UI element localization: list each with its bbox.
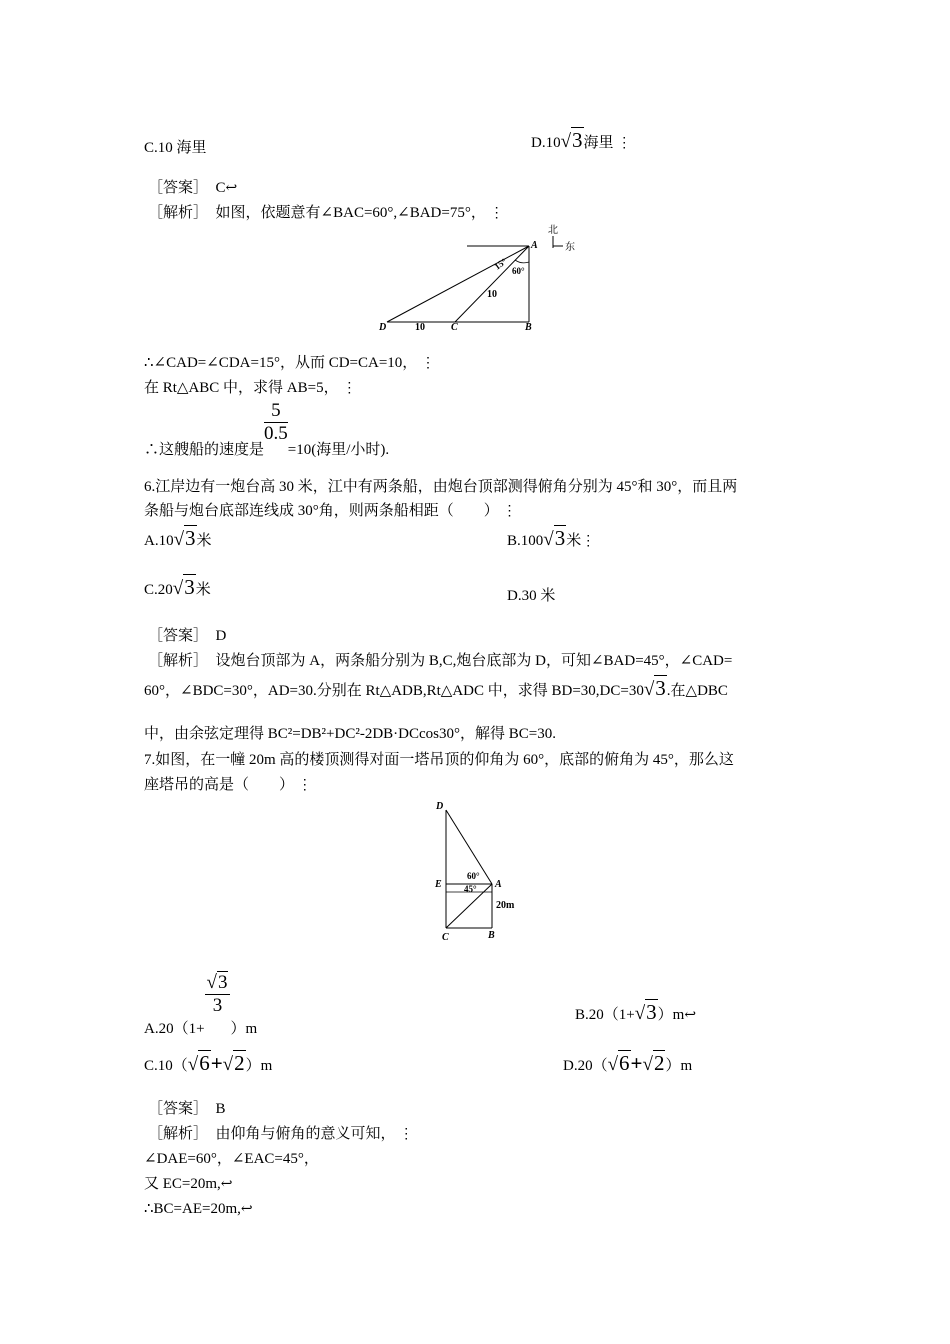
q7-stem-line1: 7.如图，在一幢 20m 高的楼顶测得对面一塔吊顶的仰角为 60°，底部的俯角为 45°，那么这: [144, 752, 734, 768]
q6-option-d: D.30 米: [507, 588, 556, 604]
q7-option-a: A.20（1+ $\frac{√3}{3}$ ）m: [144, 972, 258, 1037]
q6-analysis-line3: 中，由余弦定理得 BC²=DB²+DC²-2DB·DCcos30°，解得 BC=30.: [144, 726, 556, 742]
q7-option-b: B.20（1+√3）m↩: [575, 1000, 697, 1024]
fig-point-c: C: [451, 322, 458, 333]
fig-angle-60: 60°: [467, 871, 480, 881]
q5-figure: [375, 222, 590, 337]
q6-option-a: A.10√3米: [144, 526, 212, 550]
q6-stem-line1: 6.江岸边有一炮台高 30 米，江中有两条船，由炮台顶部测得俯角分别为 45°和 30°，而且两: [144, 479, 738, 495]
fig-point-e: E: [435, 879, 442, 890]
q7-analysis-line3: 又 EC=20m,↩: [144, 1176, 233, 1192]
q6-answer-line: ［答案］ D: [148, 628, 227, 644]
q5-speed-line: ∴这艘船的速度是 $\frac{5}{0.5}$ =10(海里/小时).: [144, 400, 390, 458]
fig-east-label: 东: [565, 242, 575, 253]
fig-angle-15: 15°: [492, 256, 509, 272]
q5-option-d: D.10√3海里 ⋮: [531, 128, 632, 152]
q5-option-c: C.10 海里: [144, 140, 207, 156]
q7-analysis-line1: ［解析］ 由仰角与俯角的意义可知， ⋮: [148, 1126, 414, 1142]
fig-point-c: C: [442, 932, 449, 943]
fig-point-a: A: [495, 879, 502, 890]
q6-stem-line2: 条船与炮台底部连线成 30°角，则两条船相距（ ） ⋮: [144, 503, 517, 519]
q6-option-c: C.20√3米: [144, 575, 211, 599]
q6-analysis-line1: ［解析］ 设炮台顶部为 A，两条船分别为 B,C,炮台底部为 D，可知∠BAD=45°，∠CAD=: [148, 653, 733, 669]
fig-point-b: B: [525, 322, 532, 333]
fig-angle-60: 60°: [512, 266, 525, 276]
fig-point-d: D: [379, 322, 387, 333]
q6-option-b: B.100√3米⋮: [507, 526, 596, 550]
q5-line-3: 在 Rt△ABC 中，求得 AB=5， ⋮: [144, 380, 357, 396]
fig-point-a: A: [531, 240, 538, 251]
fig-north-label: 北: [548, 225, 558, 236]
q5-analysis-line: ［解析］ 如图，依题意有∠BAC=60°,∠BAD=75°， ⋮: [148, 205, 504, 221]
q5-answer-line: ［答案］ C↩: [148, 180, 238, 196]
q7-stem-line2: 座塔吊的高是（ ） ⋮: [144, 777, 312, 793]
q6-analysis-line2: 60°，∠BDC=30°，AD=30.分别在 Rt△ADB,Rt△ADC 中，求得 BD=30,DC=30√3.在△DBC: [144, 676, 728, 700]
q7-answer-line: ［答案］ B: [148, 1101, 226, 1117]
fig-point-d: D: [436, 801, 444, 812]
fig-point-b: B: [488, 930, 495, 941]
q7-figure: [430, 796, 525, 946]
fig-height-label: 20m: [496, 900, 515, 911]
q7-analysis-line2: ∠DAE=60°，∠EAC=45°，: [144, 1151, 319, 1167]
q7-analysis-line4: ∴BC=AE=20m,↩: [144, 1201, 253, 1217]
fig-length-ca: 10: [487, 289, 497, 300]
fig-angle-45: 45°: [464, 884, 477, 894]
q7-option-d: D.20（√6+√2）m: [563, 1051, 693, 1075]
q5-line-2: ∴∠CAD=∠CDA=15°，从而 CD=CA=10， ⋮: [144, 355, 436, 371]
fig-length-dc: 10: [415, 322, 425, 333]
q7-option-c: C.10（√6+√2）m: [144, 1051, 273, 1075]
